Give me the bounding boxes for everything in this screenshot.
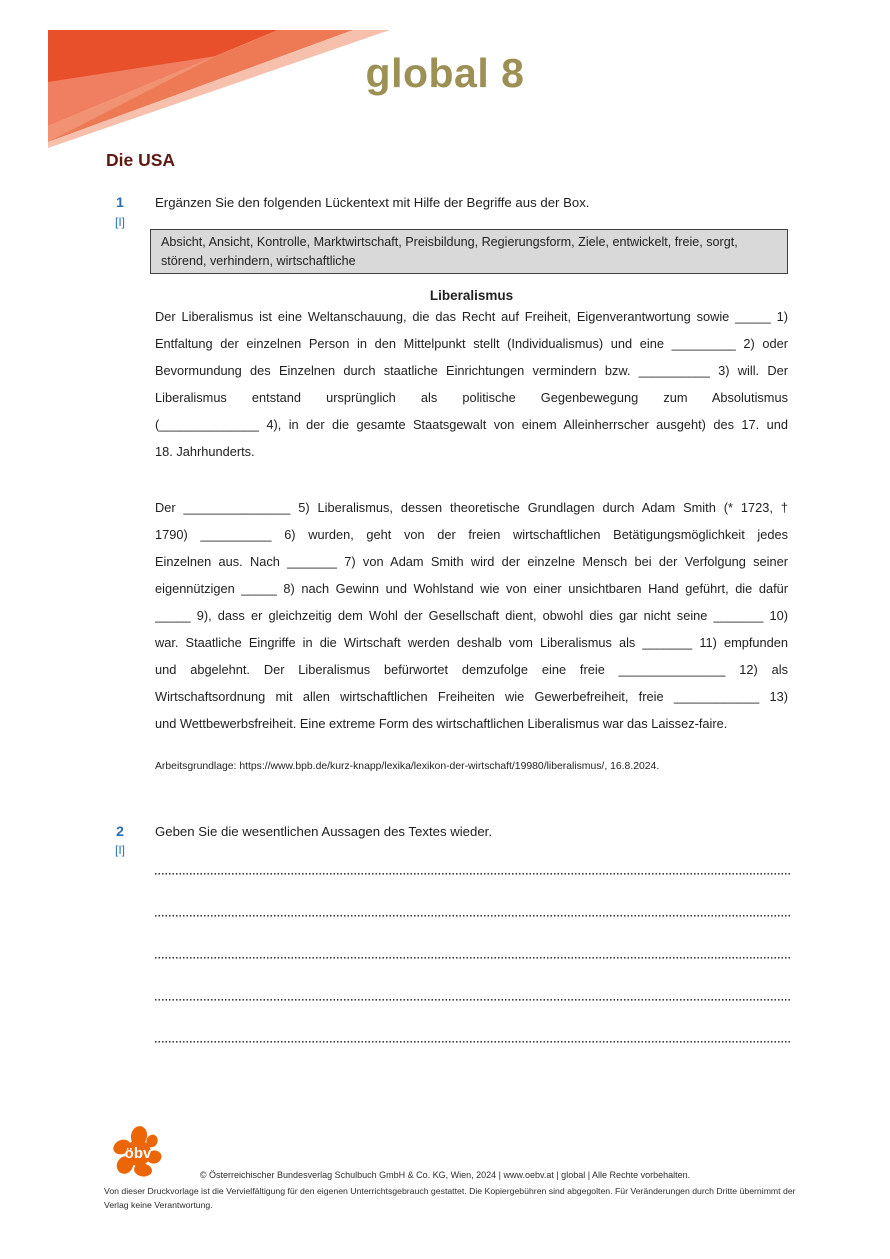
answer-line <box>155 915 790 917</box>
answer-line <box>155 1041 790 1043</box>
obv-logo-text: öbv <box>124 1145 152 1162</box>
text-line: (______________ 4), in der die gesamte Staatsgewalt von einem Alleinherrscher ausgeht) des 17. und <box>155 417 788 432</box>
exercise1-instruction: Ergänzen Sie den folgenden Lückentext mit Hilfe der Begriffe aus der Box. <box>155 195 590 210</box>
footer-notice: Von dieser Druckvorlage ist die Vervielfältigung für den eigenen Unterrichtsgebrauch gestattet. Die Kopiergebühren sind abgegolten. Für Veränderungen durch Dritte übernimmt der Verlag keine Verantwortung. <box>104 1186 796 1210</box>
text-line: Einzelnen aus. Nach _______ 7) von Adam Smith wird der einzelne Mensch bei der Verfolgung seiner <box>155 554 788 569</box>
exercise1-number: 1 <box>116 194 124 210</box>
text-line: und Wettbewerbsfreiheit. Eine extreme Form des wirtschaftlichen Liberalismus war das Laissez-faire. <box>155 716 728 731</box>
exercise2-instruction: Geben Sie die wesentlichen Aussagen des Textes wieder. <box>155 824 492 839</box>
text-line: und abgelehnt. Der Liberalismus befürwortet demzufolge eine freie _______________ 12) als <box>155 662 788 677</box>
book-title: global 8 <box>365 50 525 96</box>
text-line: 1790) __________ 6) wurden, geht von der freien wirtschaftlichen Betätigungsmöglichkeit jedes <box>155 527 788 542</box>
text-line: Wirtschaftsordnung mit allen wirtschaftlichen Freiheiten wie Gewerbefreiheit, freie ____________ 13) <box>155 689 788 704</box>
source-reference: Arbeitsgrundlage: https://www.bpb.de/kurz-knapp/lexika/lexikon-der-wirtschaft/19980/liberalismus/, 16.8.2024. <box>155 761 660 772</box>
answer-line <box>155 999 790 1001</box>
text-line: Entfaltung der einzelnen Person in den Mittelpunkt stellt (Individualismus) und eine _________ 2) oder <box>155 336 788 351</box>
text-line: Der Liberalismus ist eine Weltanschauung, die das Recht auf Freiheit, Eigenverantwortung sowie _____ 1) <box>155 309 788 324</box>
gap-text-paragraph-2 <box>155 494 788 737</box>
text-line: Liberalismus entstand ursprünglich als politische Gegenbewegung zum Absolutismus <box>155 390 788 405</box>
exercise2-operator-tag: [I] <box>114 843 125 857</box>
text-line: eigennützigen _____ 8) nach Gewinn und Wohlstand wie von einer unsichtbaren Hand geführt, die dafür <box>155 581 788 596</box>
exercise2-number: 2 <box>116 823 124 839</box>
text-line: war. Staatliche Eingriffe in die Wirtschaft werden deshalb vom Liberalismus als _______ 11) empfunden <box>155 635 788 650</box>
section-title: Die USA <box>106 150 176 170</box>
exercise1-operator-tag: [I] <box>114 215 125 229</box>
text-line: Bevormundung des Einzelnen durch staatliche Einrichtungen vermindern bzw. __________ 3) will. Der <box>155 363 788 378</box>
answer-line <box>155 873 790 875</box>
text-line: _____ 9), dass er gleichzeitig dem Wohl der Gesellschaft dient, obwohl dies gar nicht seine _______ 10) <box>155 608 788 623</box>
text-line: Der _______________ 5) Liberalismus, dessen theoretische Grundlagen durch Adam Smith (* 1723, † <box>155 500 788 515</box>
answer-line <box>155 957 790 959</box>
word-box: Absicht, Ansicht, Kontrolle, Marktwirtschaft, Preisbildung, Regierungsform, Ziele, entwickelt, freie, sorgt, störend, verhindern, wirtschaftliche <box>150 229 788 274</box>
gap-text-title: Liberalismus <box>429 288 514 303</box>
gap-text-paragraph-1 <box>155 303 788 465</box>
text-line: 18. Jahrhunderts. <box>155 444 255 459</box>
footer-copyright: © Österreichischer Bundesverlag Schulbuch GmbH & Co. KG, Wien, 2024 | www.oebv.at | global | Alle Rechte vorbehalten. <box>199 1170 691 1180</box>
